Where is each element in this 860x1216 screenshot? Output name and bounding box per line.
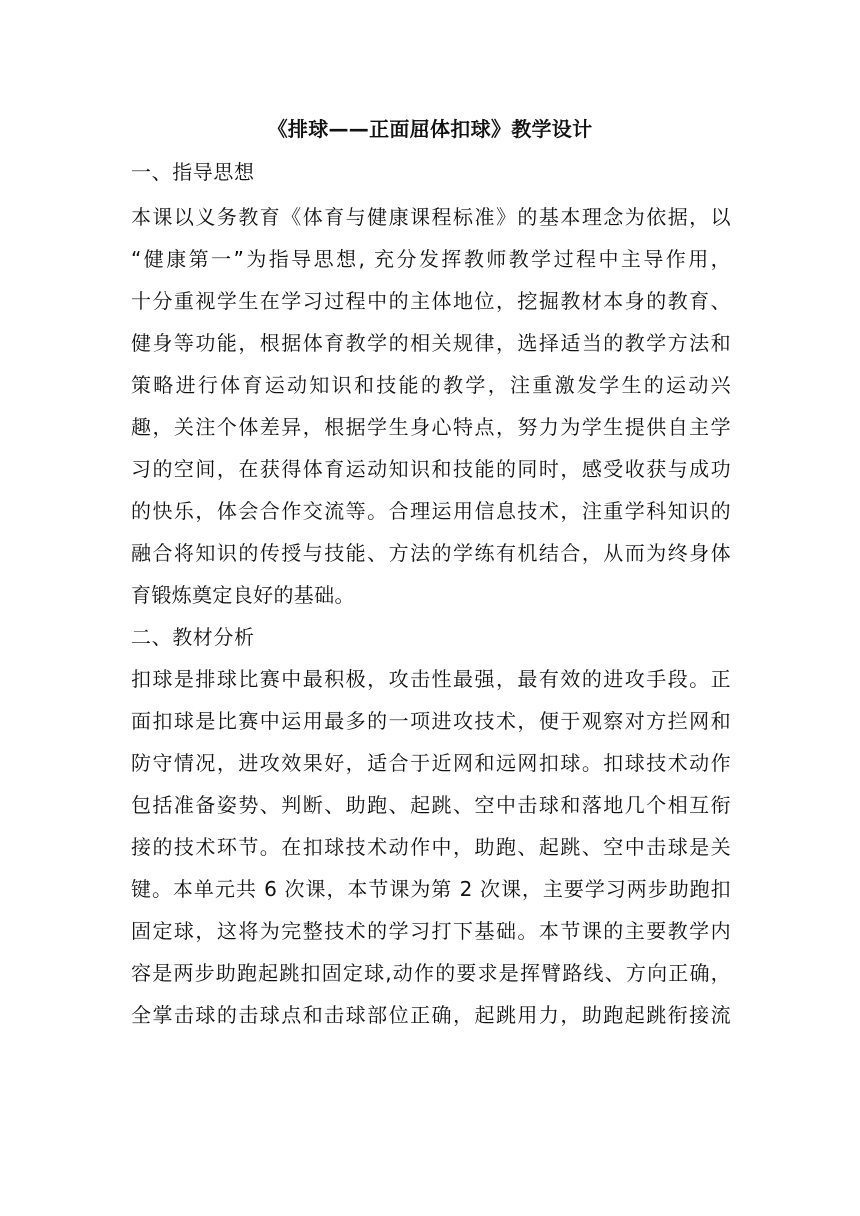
paragraph-line: 策略进行体育运动知识和技能的教学，注重激发学生的运动兴 [131,373,731,397]
paragraph-line: 容是两步助跑起跳扣固定球,动作的要求是挥臂路线、方向正确， [131,961,731,985]
paragraph-line: 健身等功能，根据体育教学的相关规律，选择适当的教学方法和 [131,331,731,355]
paragraph-line: 全掌击球的击球点和击球部位正确，起跳用力，助跑起跳衔接流 [131,1003,731,1027]
paragraph-line: 键。本单元共 6 次课，本节课为第 2 次课，主要学习两步助跑扣 [131,877,731,901]
paragraph-line: 习的空间，在获得体育运动知识和技能的同时，感受收获与成功 [131,457,731,481]
paragraph-line: 固定球，这将为完整技术的学习打下基础。本节课的主要教学内 [131,919,731,943]
paragraph-line: 育锻炼奠定良好的基础。 [131,583,355,607]
paragraph-line: 接的技术环节。在扣球技术动作中，助跑、起跳、空中击球是关 [131,835,731,859]
paragraph-line: 面扣球是比赛中运用最多的一项进攻技术，便于观察对方拦网和 [131,709,731,733]
section-heading-textbook-analysis: 二、教材分析 [131,625,255,649]
paragraph-line: 融合将知识的传授与技能、方法的学练有机结合，从而为终身体 [131,541,731,565]
paragraph-line: 的快乐，体会合作交流等。合理运用信息技术，注重学科知识的 [131,499,731,523]
paragraph-line: 防守情况，进攻效果好，适合于近网和远网扣球。扣球技术动作 [131,751,731,775]
paragraph-line: 十分重视学生在学习过程中的主体地位，挖掘教材本身的教育、 [131,289,731,313]
document-title: 《排球——正面屈体扣球》教学设计 [267,117,593,141]
paragraph-line: 本课以义务教育《体育与健康课程标准》的基本理念为依据，以 [131,205,731,229]
section-heading-guiding-ideology: 一、指导思想 [131,160,255,184]
paragraph-line: “健康第一”为指导思想, 充分发挥教师教学过程中主导作用， [131,247,731,271]
paragraph-line: 包括准备姿势、判断、助跑、起跳、空中击球和落地几个相互衔 [131,793,731,817]
paragraph-line: 扣球是排球比赛中最积极，攻击性最强，最有效的进攻手段。正 [131,667,731,691]
paragraph-line: 趣，关注个体差异，根据学生身心特点，努力为学生提供自主学 [131,415,731,439]
